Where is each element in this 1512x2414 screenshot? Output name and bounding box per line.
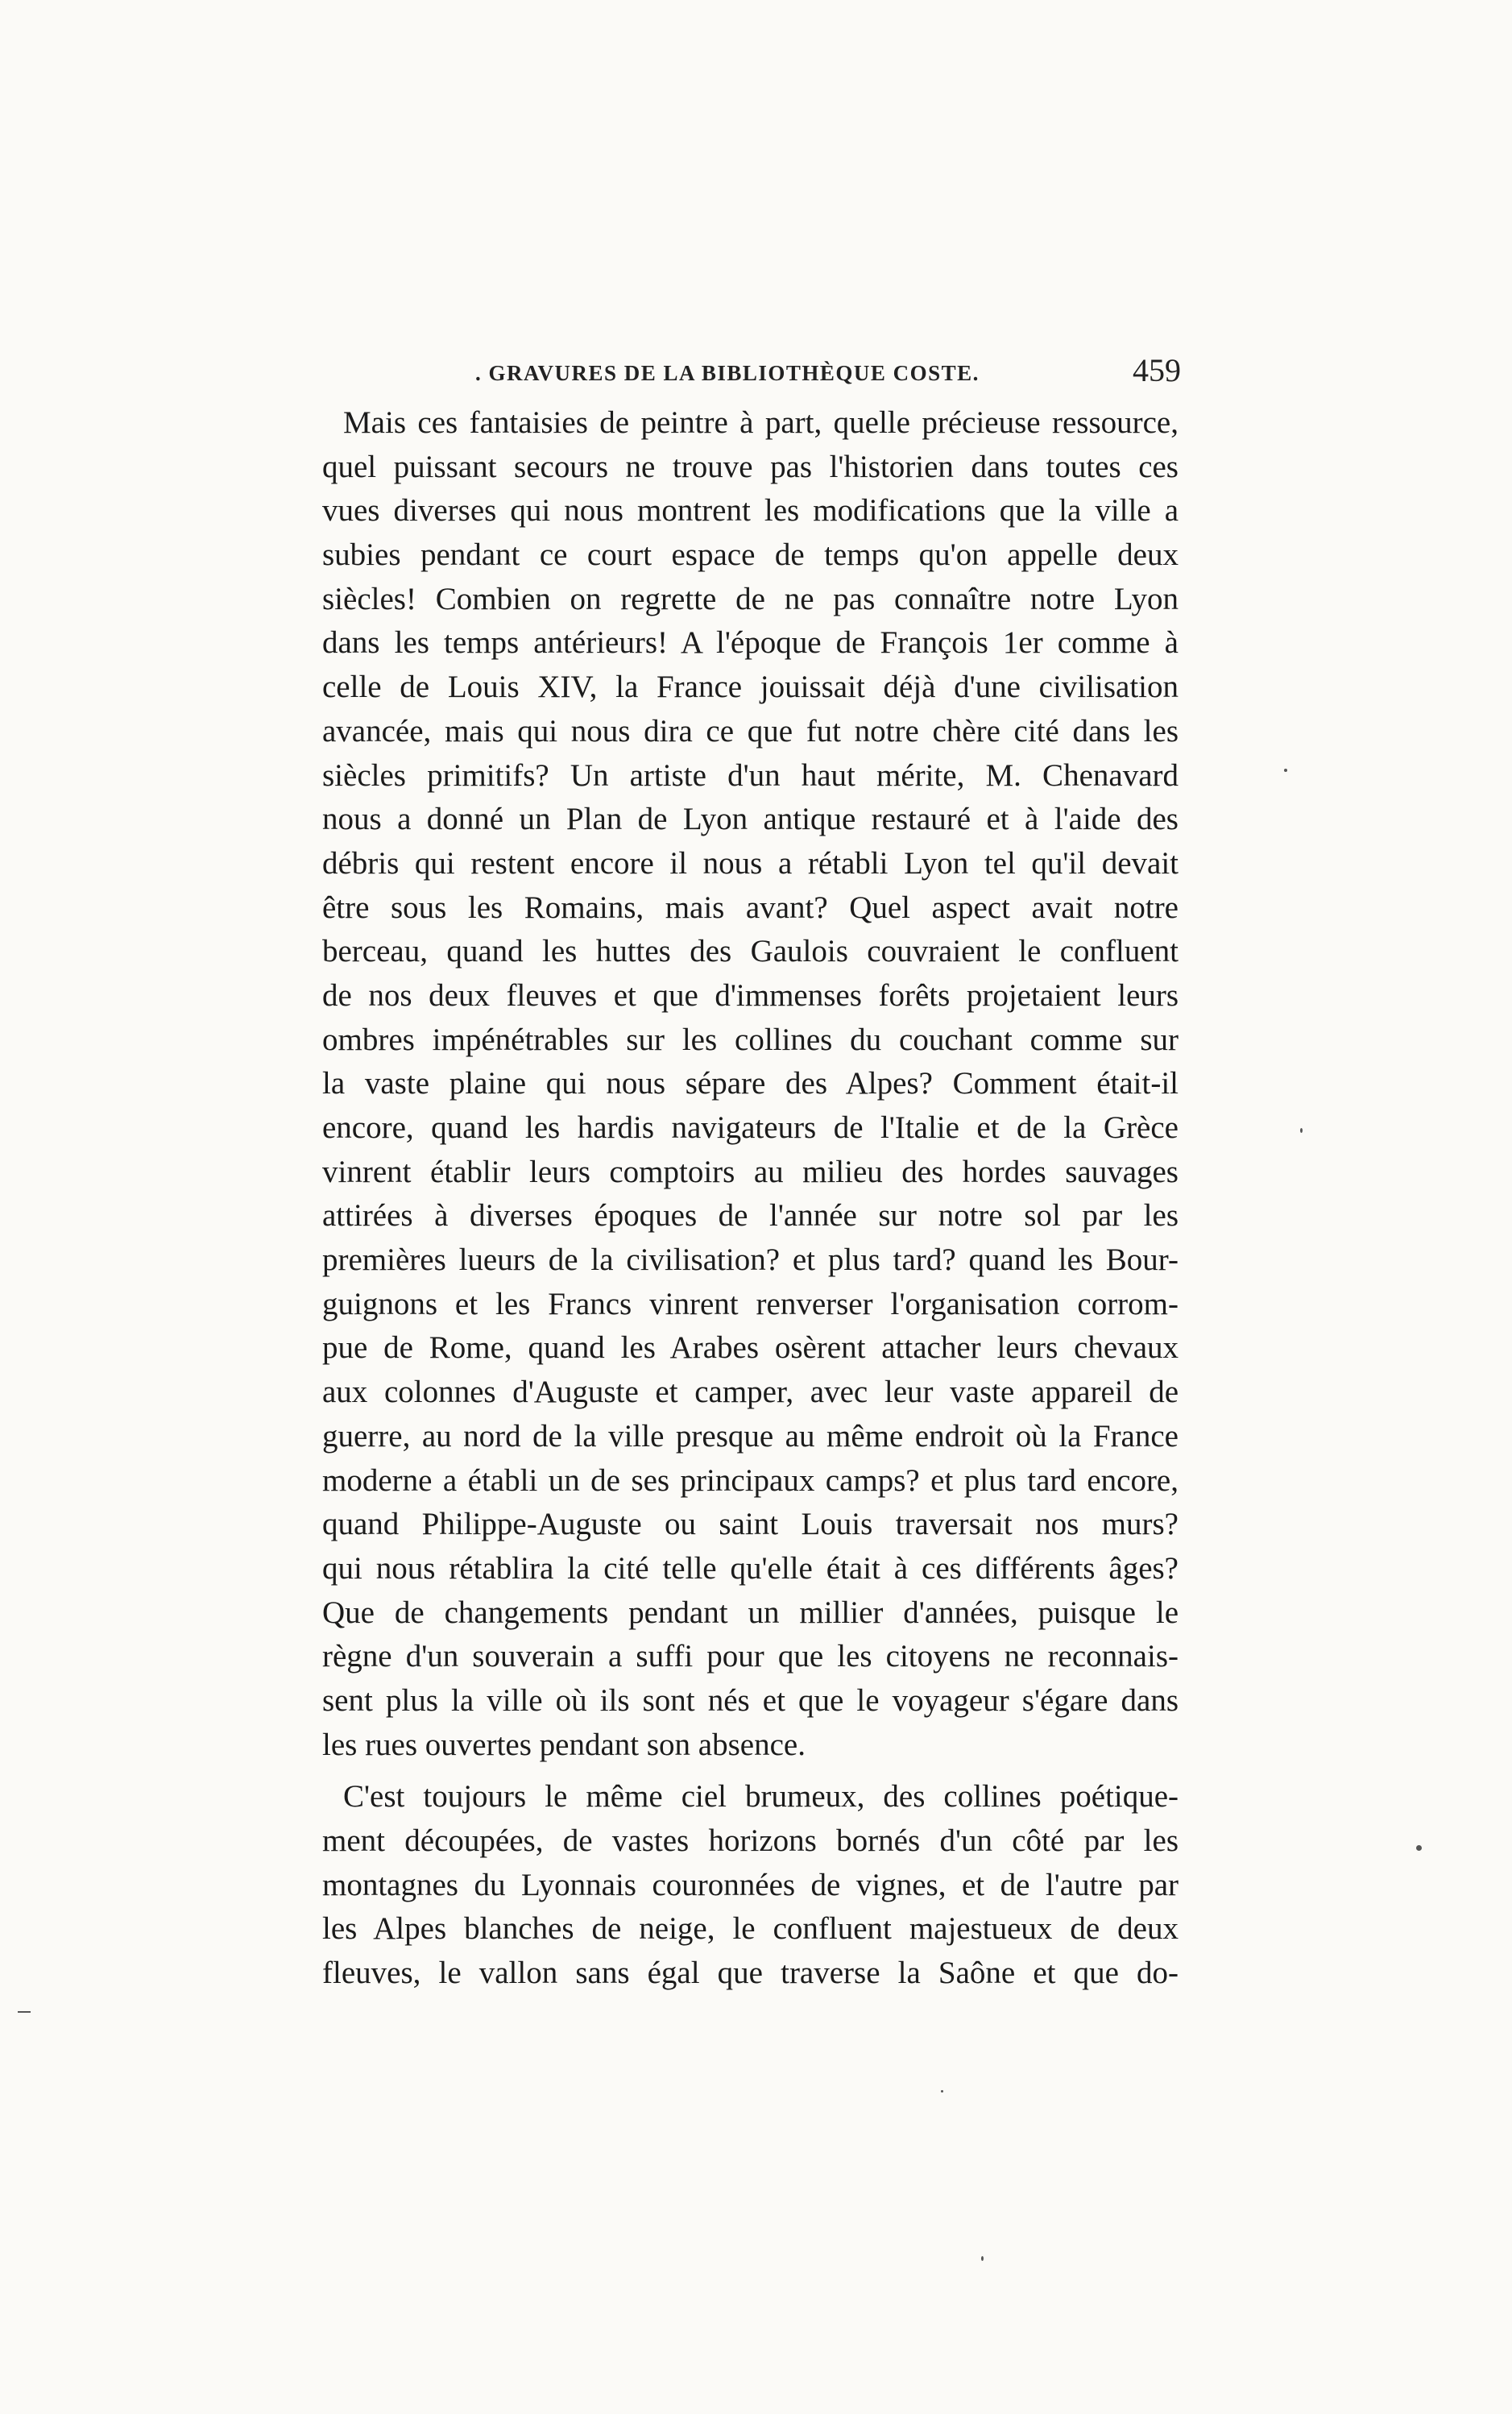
- text-line: Mais ces fantaisies de peintre à part, quelle précieuse ressource,: [343, 405, 1179, 440]
- text-line: avancée, mais qui nous dira ce que fut notre chère cité dans les: [322, 713, 1179, 749]
- text-line: C'est toujours le même ciel brumeux, des collines poétique-: [343, 1779, 1179, 1815]
- text-line: dans les temps antérieurs! A l'époque de François 1er comme à: [322, 625, 1179, 661]
- text-line: quand Philippe-Auguste ou saint Louis traversait nos murs?: [322, 1507, 1179, 1542]
- text-line: premières lueurs de la civilisation? et plus tard? quand les Bour-: [322, 1242, 1179, 1278]
- text-line: vinrent établir leurs comptoirs au milieu des hordes sauvages: [322, 1154, 1179, 1189]
- text-line: siècles primitifs? Un artiste d'un haut mérite, M. Chenavard: [322, 757, 1179, 793]
- scan-speck: [18, 2011, 31, 2013]
- paragraph-gap: [322, 1767, 1179, 1775]
- text-line: les Alpes blanches de neige, le confluent majestueux de deux: [322, 1911, 1179, 1947]
- text-line: guignons et les Francs vinrent renverser l'organisation corrom-: [322, 1286, 1179, 1321]
- page-header: [475, 351, 1181, 400]
- text-line: guerre, au nord de la ville presque au même endroit où la France: [322, 1418, 1179, 1454]
- paragraph-1: [322, 401, 1179, 1767]
- text-line: ombres impénétrables sur les collines du couchant comme sur: [322, 1022, 1179, 1057]
- text-line: de nos deux fleuves et que d'immenses forêts projetaient leurs: [322, 977, 1179, 1013]
- text-line: qui nous rétablira la cité telle qu'elle était à ces différents âges?: [322, 1550, 1179, 1586]
- text-line: la vaste plaine qui nous sépare des Alpes? Comment était-il: [322, 1066, 1179, 1101]
- text-line: montagnes du Lyonnais couronnées de vignes, et de l'autre par: [322, 1867, 1179, 1902]
- scan-speck: [981, 2256, 984, 2261]
- text-line: aux colonnes d'Auguste et camper, avec leur vaste appareil de: [322, 1375, 1179, 1410]
- scan-speck: [1416, 1845, 1422, 1851]
- text-line: berceau, quand les huttes des Gaulois couvraient le confluent: [322, 934, 1179, 969]
- text-line: siècles! Combien on regrette de ne pas connaître notre Lyon: [322, 581, 1179, 616]
- text-line: pue de Rome, quand les Arabes osèrent attacher leurs chevaux: [322, 1330, 1179, 1366]
- text-line: règne d'un souverain a suffi pour que les citoyens ne reconnais-: [322, 1639, 1179, 1674]
- text-line: attirées à diverses époques de l'année sur notre sol par les: [322, 1198, 1179, 1234]
- text-line: celle de Louis XIV, la France jouissait déjà d'une civilisation: [322, 670, 1179, 705]
- text-line: encore, quand les hardis navigateurs de l'Italie et de la Grèce: [322, 1110, 1179, 1145]
- scan-speck: [1300, 1128, 1303, 1133]
- text-line: être sous les Romains, mais avant? Quel aspect avait notre: [322, 890, 1179, 925]
- text-line: vues diverses qui nous montrent les modifications que la ville a: [322, 493, 1179, 529]
- paragraph-2: [322, 1775, 1179, 1995]
- body-text: [322, 401, 1179, 1996]
- scan-speck: [941, 2090, 943, 2093]
- running-head: . GRAVURES DE LA BIBLIOTHÈQUE COSTE.: [475, 361, 980, 385]
- text-line: nous a donné un Plan de Lyon antique restauré et à l'aide des: [322, 802, 1179, 837]
- text-line: Que de changements pendant un millier d'années, puisque le: [322, 1595, 1179, 1630]
- text-line: ment découpées, de vastes horizons bornés d'un côté par les: [322, 1823, 1179, 1858]
- scan-speck: [1284, 769, 1287, 772]
- page-number: 459: [1133, 352, 1181, 388]
- text-line: subies pendant ce court espace de temps qu'on appelle deux: [322, 537, 1179, 573]
- text-line: quel puissant secours ne trouve pas l'historien dans toutes ces: [322, 449, 1179, 484]
- text-line: sent plus la ville où ils sont nés et que le voyageur s'égare dans: [322, 1682, 1179, 1718]
- text-line: moderne a établi un de ses principaux camps? et plus tard encore,: [322, 1462, 1179, 1498]
- text-line: les rues ouvertes pendant son absence.: [322, 1727, 806, 1762]
- text-line: fleuves, le vallon sans égal que traverse la Saône et que do-: [322, 1956, 1179, 1991]
- text-line: débris qui restent encore il nous a rétabli Lyon tel qu'il devait: [322, 845, 1179, 881]
